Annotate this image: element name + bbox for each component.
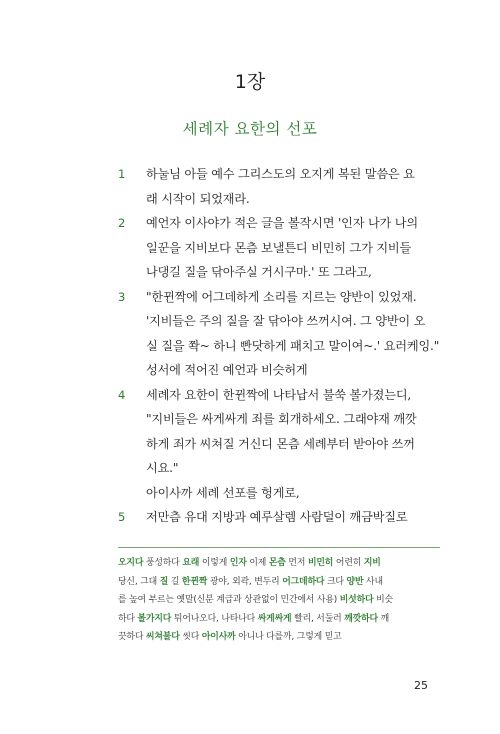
glossary-definition: 아니나 다를까, 그렇게 믿고 [235, 632, 342, 642]
page-number: 25 [414, 679, 428, 692]
chapter-heading: 1장 [234, 71, 266, 93]
glossary-term: 지비 [363, 558, 381, 568]
verse [118, 505, 436, 530]
glossary-definition: 광야, 외곽, 변두리 [207, 576, 283, 587]
glossary [118, 547, 440, 647]
section-title: 세례자 요한의 선포 [182, 120, 318, 138]
glossary-term: 깨깟하다 [344, 613, 378, 624]
glossary-line [118, 573, 440, 592]
verse-line: 예언자 이사야가 적은 글을 볼작시면 '인자 나가 나의 [146, 216, 418, 230]
verse-number: 1 [118, 167, 126, 181]
glossary-term: 어그데하다 [282, 576, 325, 587]
glossary-definition: 튀어나오다, 나타나다 [171, 613, 258, 624]
glossary-line [118, 628, 440, 647]
glossary-term: 비섯하다 [339, 595, 374, 605]
glossary-term: 질 [159, 576, 169, 587]
glossary-definition: 를 높여 부르는 옛말(신분 계급과 상관없이 민간에서 사용) [118, 595, 340, 605]
verse-line: 아이사까 세례 선포를 헝게로, [146, 485, 300, 500]
verse-line: 나댕길 질을 닦아주실 거시구마.' 또 그라고, [146, 265, 372, 279]
glossary-definition: 크다 [324, 576, 347, 587]
glossary-definition: 씻다 [179, 632, 202, 642]
verse-line: 저만츰 유대 지방과 예루살렘 사람덜이 깨금박질로 [146, 510, 408, 524]
verse [118, 285, 440, 383]
glossary-definition: 먼저 [285, 558, 308, 568]
glossary-definition: 빨리, 서둘러 [291, 613, 345, 624]
verse-line: 시요." [146, 461, 179, 475]
verse-number: 4 [118, 387, 126, 402]
glossary-term: 오지다 [118, 558, 144, 568]
verse-line: 성서에 적어진 예언과 비슷허게 [146, 363, 308, 377]
glossary-term: 양반 [346, 576, 364, 587]
glossary-line [118, 554, 440, 573]
glossary-definition: 하다 [118, 613, 138, 624]
glossary-term: 몬츰 [268, 558, 286, 568]
glossary-line [118, 591, 440, 610]
verse-line: 실 질을 쫙~ 하니 빤닷하게 패치고 말이여~.' 요러케잉." [146, 338, 440, 353]
verse-number: 2 [118, 216, 126, 230]
verse-list [118, 162, 440, 530]
verse-line: 래 시작이 되었재라. [146, 191, 250, 206]
glossary-term: 볼가지다 [137, 613, 172, 624]
glossary-definition: 당신, 그대 [118, 576, 160, 587]
glossary-definition: 어련히 [333, 558, 364, 568]
glossary-term: 싸게싸게 [257, 613, 292, 624]
glossary-definition: 비슷 [373, 595, 393, 605]
glossary-definition: 끗하다 [118, 632, 146, 642]
verse [118, 211, 436, 285]
glossary-definition: 사내 [363, 576, 383, 587]
verse-number: 3 [118, 289, 126, 304]
glossary-term: 비민히 [307, 558, 334, 568]
glossary-term: 한뀐짝 [181, 576, 208, 587]
glossary-definition: 길 [168, 576, 182, 587]
glossary-term: 씨쳐불다 [145, 632, 180, 642]
glossary-definition: 이제 [246, 558, 269, 568]
glossary-term: 인자 [229, 558, 247, 568]
verse-line: "한뀐짝에 어그데하게 소리를 지르는 양반이 있었재. [146, 289, 417, 304]
verse-line: 일꾼을 지비보다 몬츰 보낼튼디 비민히 그가 지비들 [146, 240, 412, 255]
glossary-term: 요래 [182, 558, 200, 568]
verse-number: 5 [118, 510, 126, 524]
verse [118, 162, 436, 211]
verse-line: 하눌님 아들 예수 그리스도의 오지게 복된 말씀은 요 [146, 167, 415, 181]
verse-line: '지비들은 주의 질을 잘 닦아야 쓰꺼시여. 그 양반이 오 [146, 314, 426, 328]
glossary-definition: 풍성하다 [143, 558, 183, 568]
glossary-line [118, 610, 440, 629]
glossary-definition: 이렇게 [199, 558, 230, 568]
glossary-term: 아이사까 [201, 632, 236, 642]
glossary-definition: 깨 [377, 613, 390, 624]
verse-line: 하게 죄가 씨쳐질 거신디 몬츰 세례부터 받아야 쓰꺼 [146, 436, 415, 451]
verse [118, 383, 436, 506]
verse-line: 세례자 요한이 한뀐짝에 나타납서 불쑥 볼가졌는디, [146, 387, 412, 402]
verse-line: "지비들은 싸게싸게 죄를 회개하세오. 그래야재 깨깟 [146, 412, 417, 426]
